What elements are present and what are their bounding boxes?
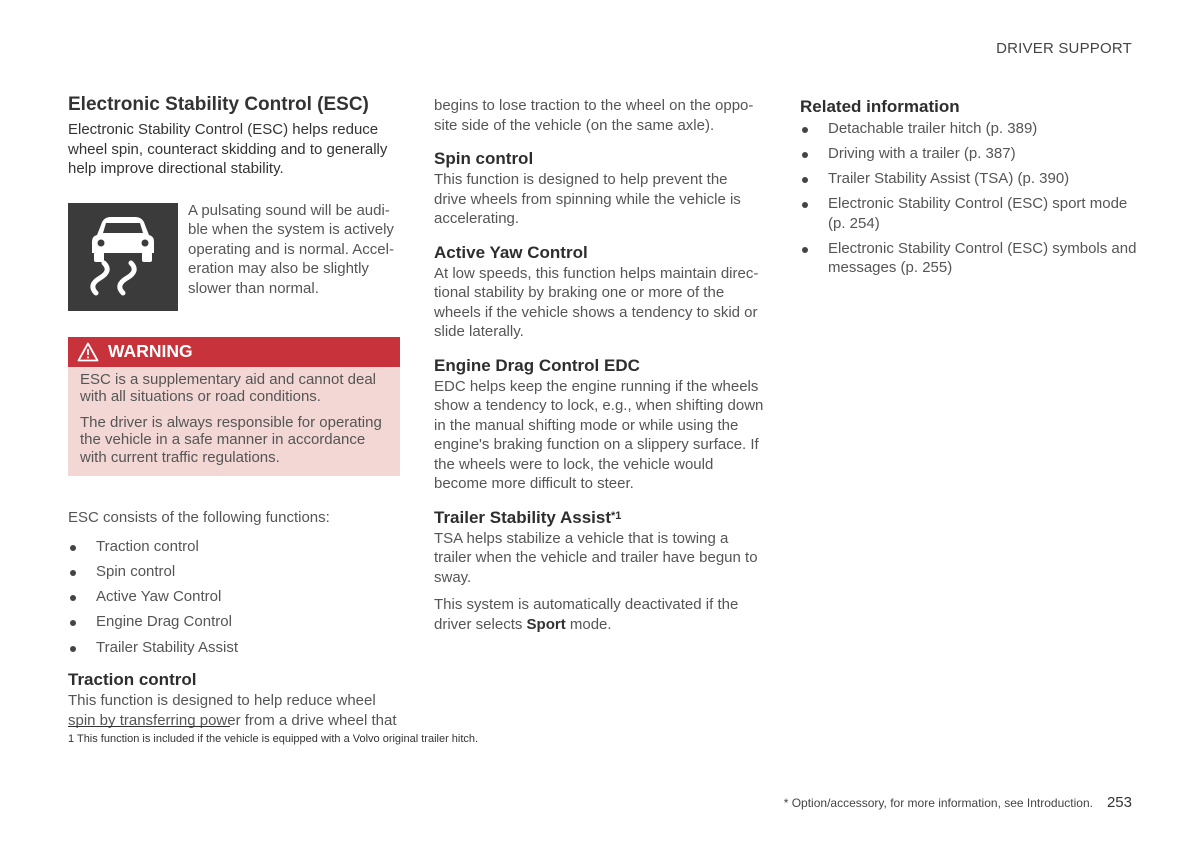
functions-list [68,537,401,658]
related-links [800,119,1140,278]
list-item: Traction control [68,537,401,557]
warning-body [68,367,400,477]
related-link[interactable]: Electronic Stability Control (ESC) sport mode (p. 254) [800,194,1140,233]
warning-box [68,337,400,477]
list-item: Engine Drag Control [68,612,401,632]
traction-text: This function is designed to help reduce wheel spin by transferring power from a drive wheel that [68,692,397,729]
related-link[interactable]: Detachable trailer hitch (p. 389) [800,119,1140,139]
warning-paragraph-1: ESC is a supplementary aid and cannot deal with all situations or road conditions. [80,370,377,405]
warning-header [68,337,400,367]
yaw-text: At low speeds, this function helps maintain direc-tional stability by braking one or more of the wheels if the vehicle shows a tendency to skid or slide laterally. [434,264,759,340]
column-3 [800,96,1140,283]
warning-paragraph-2: The driver is always responsible for operating the vehicle in a safe manner in accordance with current traffic regulations. [80,413,382,466]
footnote-divider [68,726,230,727]
traction-heading: Traction control [68,670,197,690]
related-link[interactable]: Trailer Stability Assist (TSA) (p. 390) [800,169,1140,189]
spin-text: This function is designed to help prevent the drive wheels from spinning while the vehicle is accelerating. [434,171,741,227]
sport-mode-label: Sport [526,615,566,633]
icon-description: A pulsating sound will be audi-ble when the system is actively operating and is normal. Accel-eration may also be slightly slower than normal. [188,201,394,297]
section-header: DRIVER SUPPORT [996,40,1132,57]
list-item: Trailer Stability Assist [68,638,401,658]
page-footer [784,794,1132,811]
footnote-mark: *1 [611,509,622,522]
page-title: Electronic Stability Control (ESC) [68,94,369,115]
list-item: Spin control [68,562,401,582]
column-1 [68,94,401,730]
edc-heading: Engine Drag Control EDC [434,355,640,375]
option-note: * Option/accessory, for more information, see Introduction. [783,796,1093,810]
related-heading: Related information [800,97,960,116]
footnote: 1 This function is included if the vehicle is equipped with a Volvo original trailer hitch. [68,733,479,745]
related-link[interactable]: Electronic Stability Control (ESC) symbols and messages (p. 255) [800,239,1140,278]
tsa-heading [434,507,764,529]
warning-title: WARNING [108,341,193,361]
icon-row [68,201,401,311]
skid-car-icon [68,203,178,311]
related-link[interactable]: Driving with a trailer (p. 387) [800,144,1140,164]
tsa-heading-text: Trailer Stability Assist [434,507,611,527]
list-item: Active Yaw Control [68,587,401,607]
yaw-heading: Active Yaw Control [434,242,588,262]
spin-heading: Spin control [434,149,534,168]
continued-paragraph: begins to lose traction to the wheel on the oppo-site side of the vehicle (on the same axle). [434,97,754,134]
intro-paragraph: Electronic Stability Control (ESC) helps reduce wheel spin, counteract skidding and to generally help improve directional stability. [68,121,388,177]
tsa-deactivation-text [434,595,764,634]
warning-triangle-icon [68,342,108,362]
tsa-deactivation-b: mode. [565,615,612,633]
tsa-text: TSA helps stabilize a vehicle that is towing a trailer when the vehicle and trailer have begun to sway. [434,529,758,586]
tsa-deactivation-a: This system is automatically deactivated if the driver selects [434,596,739,633]
edc-text: EDC helps keep the engine running if the wheels show a tendency to lock, e.g., when shifting down in the manual shifting mode or while using the engine's braking function on a slippery surface. If the wheels were to lock, the vehicle would become more difficult to steer. [434,377,764,492]
functions-intro: ESC consists of the following functions: [68,509,330,526]
column-2 [434,96,764,634]
page-number: 253 [1106,794,1132,811]
